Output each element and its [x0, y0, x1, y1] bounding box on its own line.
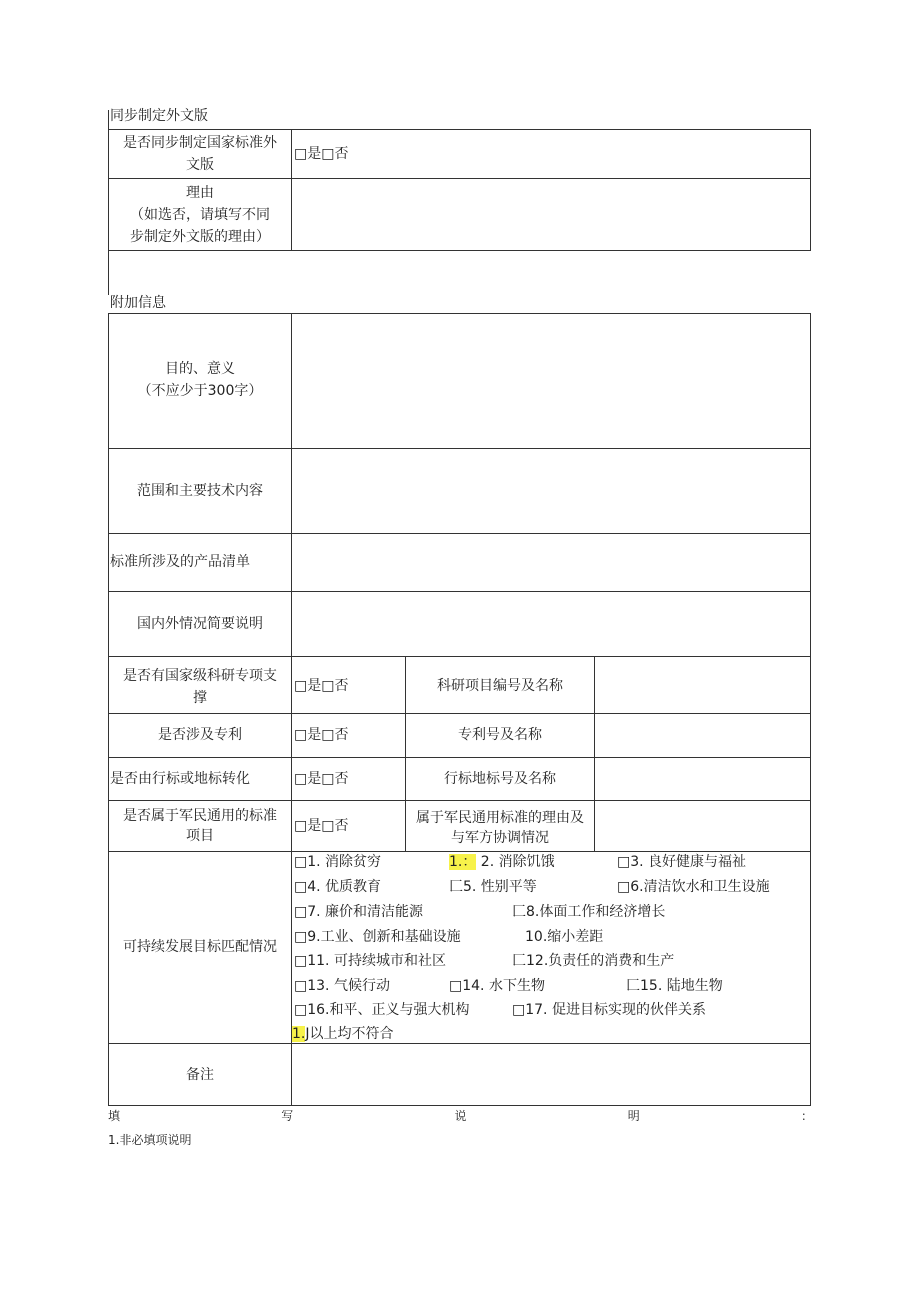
- sdg-none[interactable]: [292, 1025, 394, 1043]
- instructions-char: 写: [281, 1109, 294, 1123]
- sdg-goal-5[interactable]: 匚5. 性别平等: [449, 879, 537, 895]
- instructions-char: 填: [108, 1109, 121, 1123]
- sdg-label: 可持续发展目标匹配情况: [123, 939, 277, 955]
- domestic-field[interactable]: [292, 592, 810, 656]
- scope-field[interactable]: [292, 449, 810, 533]
- remarks-label: 备注: [186, 1067, 214, 1083]
- purpose-field[interactable]: [292, 314, 810, 448]
- instructions-heading: [108, 1107, 813, 1124]
- sdg-goal-17[interactable]: □17. 促进目标实现的伙伴关系: [512, 1002, 706, 1018]
- table-border: [108, 1105, 811, 1106]
- patent-number-label: 专利号及名称: [458, 727, 542, 743]
- sdg-goal-12[interactable]: 匚12.负责任的消费和生产: [512, 953, 675, 969]
- purpose-label: 目的、意义 （不应少于300字）: [137, 361, 263, 399]
- sdg-goal-2[interactable]: [449, 853, 555, 871]
- instructions-char: ：: [800, 1109, 813, 1123]
- sdg-goal-10[interactable]: 10.缩小差距: [525, 929, 604, 945]
- sdg-goal-16[interactable]: □16.和平、正义与强大机构: [294, 1002, 470, 1018]
- sdg-goal-2-marker: 1.：: [449, 854, 477, 870]
- products-field[interactable]: [292, 534, 810, 591]
- section-title-extra: 附加信息: [110, 295, 166, 311]
- reason-label: 理由 （如选否，请填写不同 步制定外文版的理由）: [130, 185, 270, 245]
- sdg-goal-6[interactable]: □6.清洁饮水和卫生设施: [617, 879, 770, 895]
- scope-label: 范围和主要技术内容: [137, 483, 263, 499]
- military-label: 是否属于军民通用的标准 项目: [123, 808, 277, 844]
- sdg-goal-7[interactable]: □7. 廉价和清洁能源: [294, 904, 424, 920]
- table-border: [810, 129, 811, 250]
- sdg-goal-9[interactable]: □9.工业、创新和基础设施: [294, 929, 461, 945]
- sdg-goal-14[interactable]: □14. 水下生物: [449, 978, 545, 994]
- table-border: [108, 250, 811, 251]
- sdg-goal-13[interactable]: □13. 气候行动: [294, 978, 390, 994]
- foreign-version-label: 是否同步制定国家标准外 文版: [123, 135, 277, 173]
- military-reason-field[interactable]: [595, 801, 810, 851]
- military-reason-label: 属于军民通用标准的理由及 与军方协调情况: [416, 810, 584, 846]
- research-label: 是否有国家级科研专项支 撑: [123, 668, 277, 706]
- instructions-char: 明: [627, 1109, 640, 1123]
- section-title-foreign: 同步制定外文版: [110, 108, 208, 124]
- sdg-goal-15[interactable]: 匚15. 陆地生物: [626, 978, 723, 994]
- table-border: [108, 851, 811, 852]
- patent-label: 是否涉及专利: [158, 727, 242, 743]
- research-number-field[interactable]: [595, 657, 810, 713]
- sdg-goal-1[interactable]: □1. 消除贫穷: [294, 854, 382, 870]
- sdg-goal-4[interactable]: □4. 优质教育: [294, 879, 382, 895]
- sdg-goal-2-label: 2. 消除饥饿: [476, 854, 555, 870]
- table-border: [108, 313, 109, 1105]
- foreign-version-checkbox[interactable]: □是□否: [294, 146, 349, 162]
- sdg-none-label: J以上均不符合: [305, 1026, 394, 1042]
- convert-label: 是否由行标或地标转化: [110, 771, 250, 787]
- instructions-char: 说: [454, 1109, 467, 1123]
- research-checkbox[interactable]: □是□否: [294, 678, 349, 694]
- patent-checkbox[interactable]: □是□否: [294, 727, 349, 743]
- remarks-field[interactable]: [292, 1044, 810, 1105]
- reason-field[interactable]: [292, 179, 810, 250]
- sdg-goal-11[interactable]: □11. 可持续城市和社区: [294, 953, 446, 969]
- domestic-label: 国内外情况简要说明: [137, 616, 263, 632]
- convert-checkbox[interactable]: □是□否: [294, 771, 349, 787]
- sdg-goal-8[interactable]: 匚8.体面工作和经济增长: [512, 904, 666, 920]
- research-number-label: 科研项目编号及名称: [437, 678, 563, 694]
- instructions-note: 1.非必填项说明: [108, 1133, 192, 1147]
- products-label: 标准所涉及的产品清单: [110, 554, 250, 570]
- sdg-none-marker: 1.: [292, 1026, 306, 1042]
- convert-number-label: 行标地标号及名称: [444, 771, 556, 787]
- patent-number-field[interactable]: [595, 714, 810, 757]
- military-checkbox[interactable]: □是□否: [294, 818, 349, 834]
- convert-number-field[interactable]: [595, 758, 810, 800]
- table-border: [108, 129, 811, 130]
- table-border: [810, 313, 811, 1105]
- sdg-goal-3[interactable]: □3. 良好健康与福祉: [617, 854, 747, 870]
